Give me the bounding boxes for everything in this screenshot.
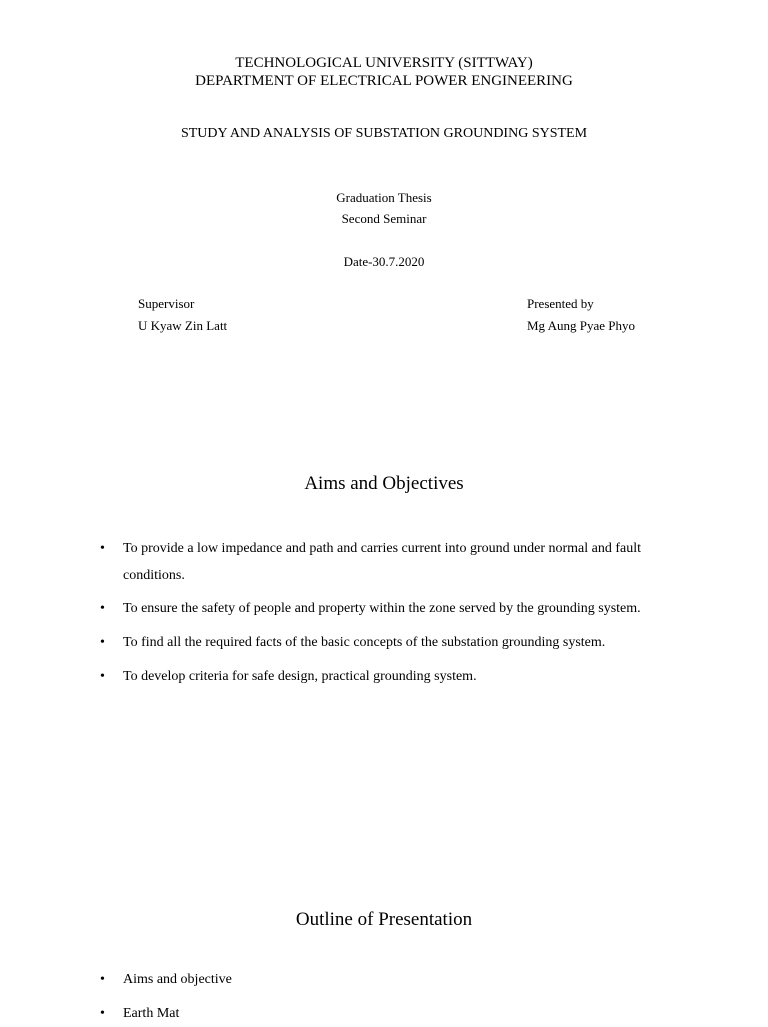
- bullet-icon: •: [100, 635, 105, 650]
- supervisor-role: Supervisor: [138, 296, 195, 311]
- seminar-label: Second Seminar: [341, 211, 427, 226]
- outline-heading: Outline of Presentation: [295, 909, 473, 930]
- aims-item-text: To find all the required facts of the basic concepts of the substation grounding system.: [123, 635, 606, 650]
- presenter-name: Mg Aung Pyae Phyo: [527, 318, 635, 333]
- thesis-title: STUDY AND ANALYSIS OF SUBSTATION GROUNDING SYSTEM: [180, 126, 588, 141]
- bullet-icon: •: [100, 601, 105, 616]
- aims-item-text: To ensure the safety of people and property within the zone served by the grounding system.: [123, 601, 641, 616]
- aims-item-text: To develop criteria for safe design, practical grounding system.: [123, 669, 477, 684]
- bullet-icon: •: [100, 1006, 105, 1021]
- outline-item-text: Aims and objective: [123, 972, 232, 987]
- aims-item-text: To provide a low impedance and path and carries current into ground under normal and fault conditions.: [123, 541, 642, 583]
- bullet-icon: •: [100, 972, 105, 987]
- department-name: DEPARTMENT OF ELECTRICAL POWER ENGINEERING: [195, 73, 573, 89]
- supervisor-name: U Kyaw Zin Latt: [138, 318, 228, 333]
- bullet-icon: •: [100, 669, 105, 684]
- outline-item-text: Earth Mat: [123, 1006, 180, 1021]
- bullet-icon: •: [100, 541, 105, 556]
- presenter-role: Presented by: [527, 296, 594, 311]
- university-name: TECHNOLOGICAL UNIVERSITY (SITTWAY): [235, 55, 533, 71]
- aims-heading: Aims and Objectives: [304, 473, 464, 494]
- presentation-date: Date-30.7.2020: [343, 254, 425, 269]
- graduation-thesis-label: Graduation Thesis: [336, 190, 432, 205]
